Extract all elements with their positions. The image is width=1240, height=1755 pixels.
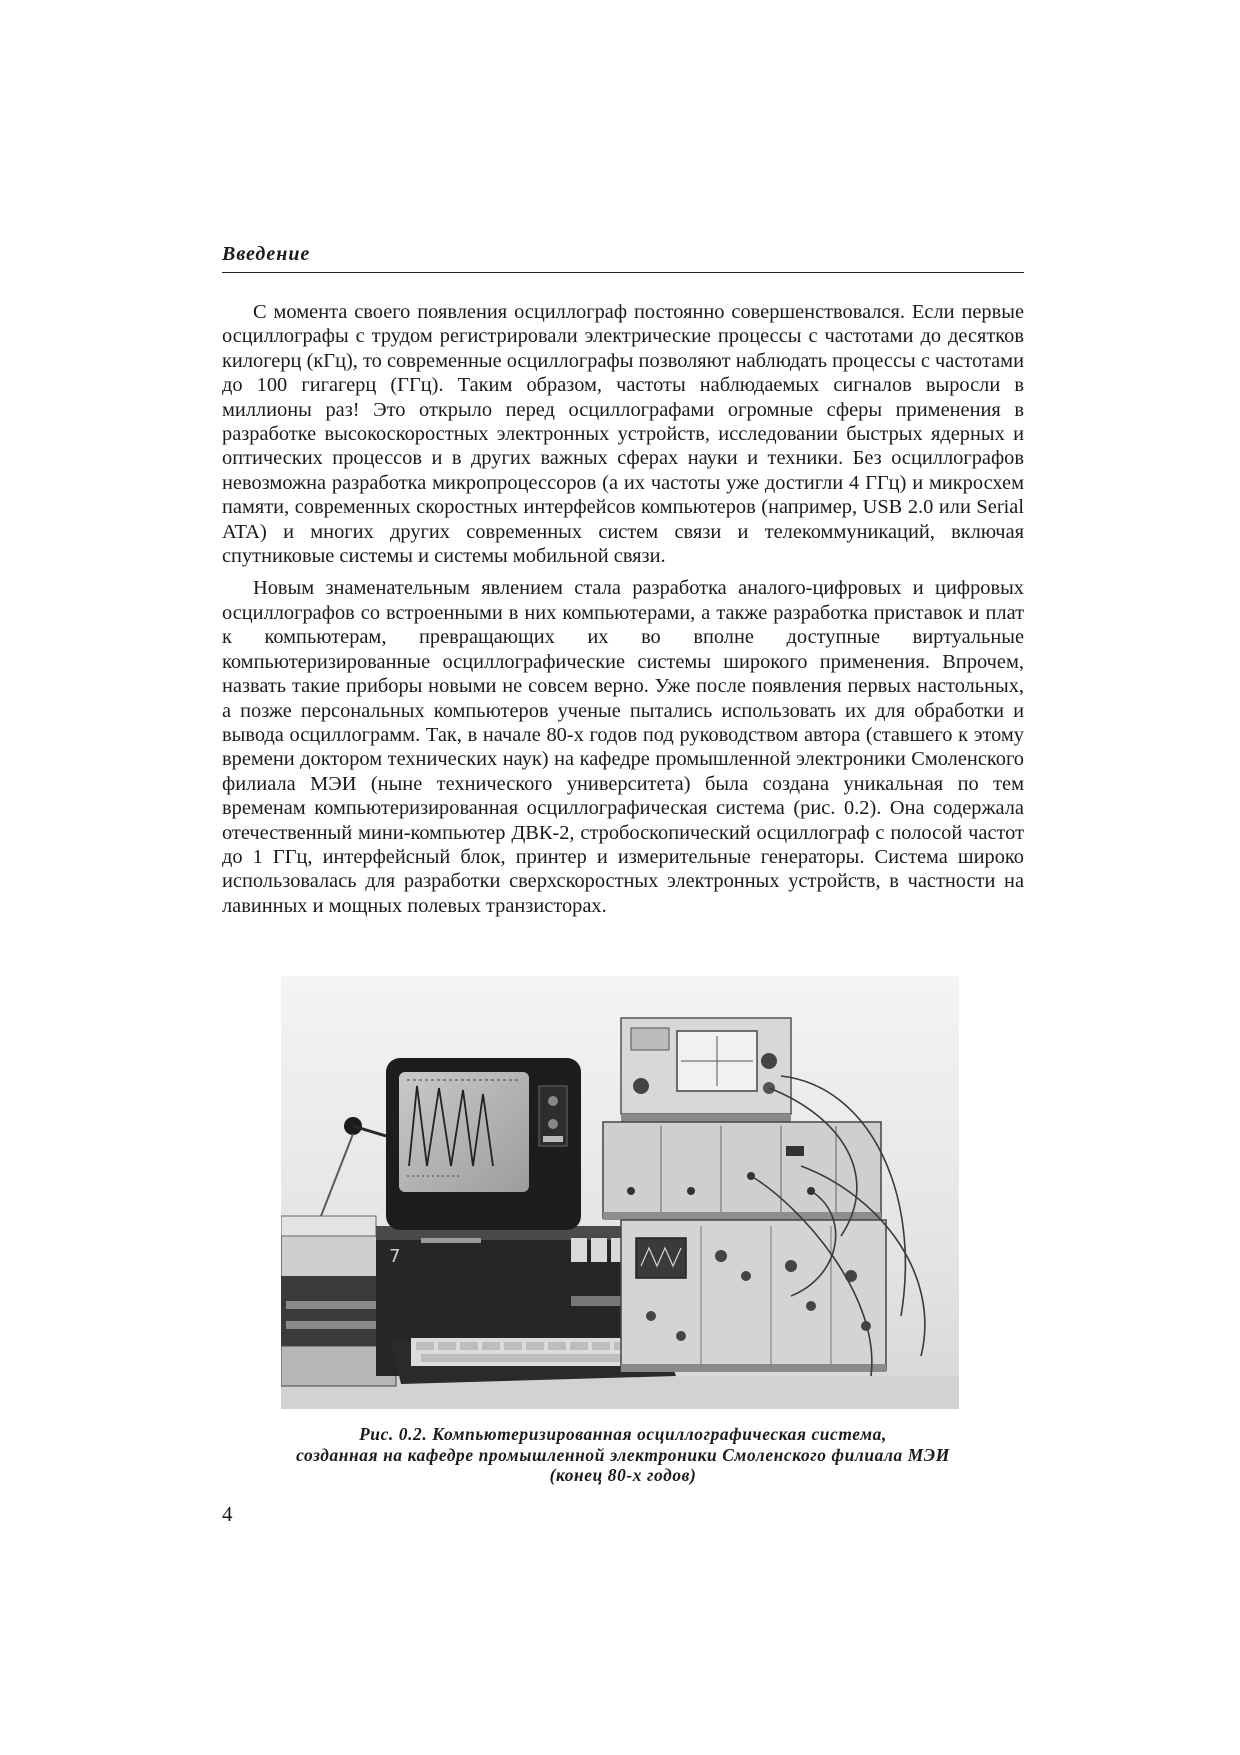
figure-caption (222, 1424, 1024, 1486)
body-text (222, 300, 1024, 926)
figure-photo (281, 976, 959, 1409)
oscilloscope (621, 1220, 886, 1372)
running-head (222, 242, 1024, 273)
caption-line: (конец 80-х годов) (549, 1465, 697, 1485)
photo-equipment-illustration (281, 976, 959, 1409)
paragraph: Новым знаменательным явлением стала разработка аналого-цифровых и цифровых осциллографов со встроенными в них компьютерами, а также разработка приставок и плат к компьютерам, превращающих их во вполне доступные виртуальные компьютеризированные осциллографические системы широкого применения. Впрочем, назвать такие приборы новыми не совсем верно. Уже после появления первых настольных, а позже персональных компьютеров ученые пытались использовать их для обработки и вывода осциллограмм. Так, в начале 80-х годов под руководством автора (ставшего к этому времени доктором технических наук) на кафедре промышленной электроники Смоленского филиала МЭИ (ныне технического университета) была создана уникальная по тем временам компьютеризированная осциллографическая система (рис. 0.2). Она содержала отечественный мини-компьютер ДВК-2, стробоскопический осциллограф с полосой частот до 1 ГГц, интерфейсный блок, принтер и измерительные генераторы. Система широко использовалась для разработки сверхскоростных электронных устройств, в частности на лавинных и мощных полевых транзисторах. (222, 577, 1024, 917)
caption-line: Рис. 0.2. Компьютеризированная осциллографическая система, (359, 1424, 887, 1444)
panel-digit: 7 (389, 1246, 401, 1267)
caption-line: созданная на кафедре промышленной электроники Смоленского филиала МЭИ (296, 1444, 950, 1465)
signal-generator (621, 1018, 791, 1122)
page-number: 4 (222, 1502, 233, 1526)
running-head-title: Введение (222, 243, 311, 265)
paragraph: С момента своего появления осциллограф постоянно совершенствовался. Если первые осциллографы с трудом регистрировали электрические процессы с частотами до десятков килогерц (кГц), то современные осциллографы позволяют наблюдать процессы с частотами до 100 гигагерц (ГГц). Таким образом, частоты наблюдаемых сигналов выросли в миллионы раз! Это открыло перед осциллографами огромные сферы применения в разработке высокоскоростных электронных устройств, исследовании быстрых ядерных и оптических процессов и в других важных сферах науки и техники. Без осциллографов невозможна разработка микропроцессоров (а их частоты уже достигли 4 ГГц) и микросхем памяти, современных скоростных интерфейсов компьютеров (например, USB 2.0 или Serial ATA) и многих других современных систем связи и телекоммуникаций, включая спутниковые системы и системы мобильной связи. (222, 301, 1024, 568)
